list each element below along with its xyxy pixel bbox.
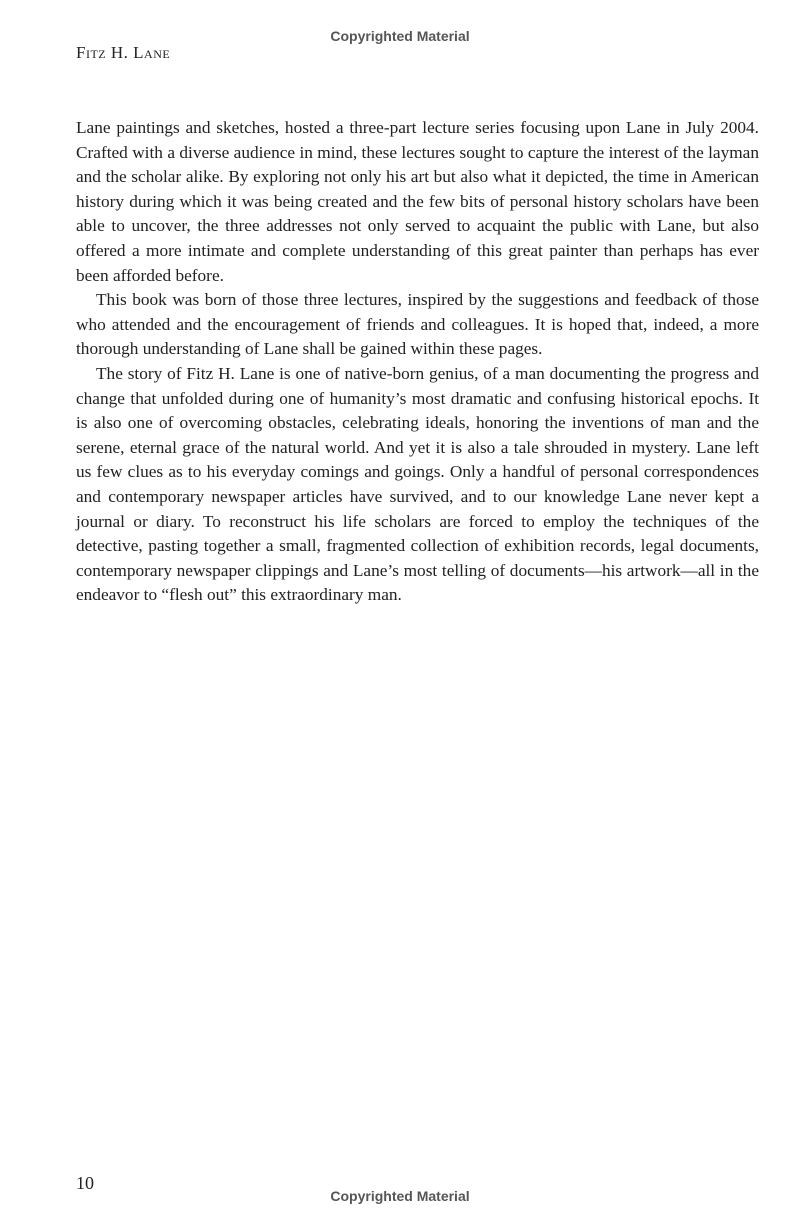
body-text [76, 116, 759, 608]
copyright-watermark-bottom: Copyrighted Material [330, 1188, 470, 1204]
paragraph-3: The story of Fitz H. Lane is one of native-born genius, of a man documenting the progress and change that unfolded during one of humanity’s most dramatic and confusing historical epochs. It is also one of overcoming obstacles, celebrating ideals, honoring the inventions of man and the serene, eternal grace of the natural world. And yet it is also a tale shrouded in mystery. Lane left us few clues as to his everyday comings and goings. Only a handful of personal correspondences and contemporary newspaper articles have survived, and to our knowledge Lane never kept a journal or diary. To reconstruct his life scholars are forced to employ the techniques of the detective, pasting together a small, fragmented collection of exhibition records, legal documents, contemporary newspaper clippings and Lane’s most telling of documents—his artwork—all in the endeavor to “flesh out” this extraordinary man. [76, 363, 759, 605]
paragraph-2: This book was born of those three lectures, inspired by the suggestions and feedback of those who attended and the encouragement of friends and colleagues. It is hoped that, indeed, a more thorough understanding of Lane shall be gained within these pages. [76, 290, 759, 359]
copyright-watermark-top: Copyrighted Material [330, 28, 470, 44]
running-head: Fitz H. Lane [76, 43, 171, 62]
page-number: 10 [76, 1173, 94, 1193]
paragraph-1: Lane paintings and sketches, hosted a three-part lecture series focusing upon Lane in July 2004. Crafted with a diverse audience in mind, these lectures sought to capture the interest of the layman and the scholar alike. By exploring not only his art but also what it depicted, the time in American history during which it was being created and the few bits of personal history scholars have been able to uncover, the three addresses not only served to acquaint the public with Lane, but also offered a more intimate and complete understanding of this great painter than perhaps has ever been afforded before. [76, 118, 759, 285]
